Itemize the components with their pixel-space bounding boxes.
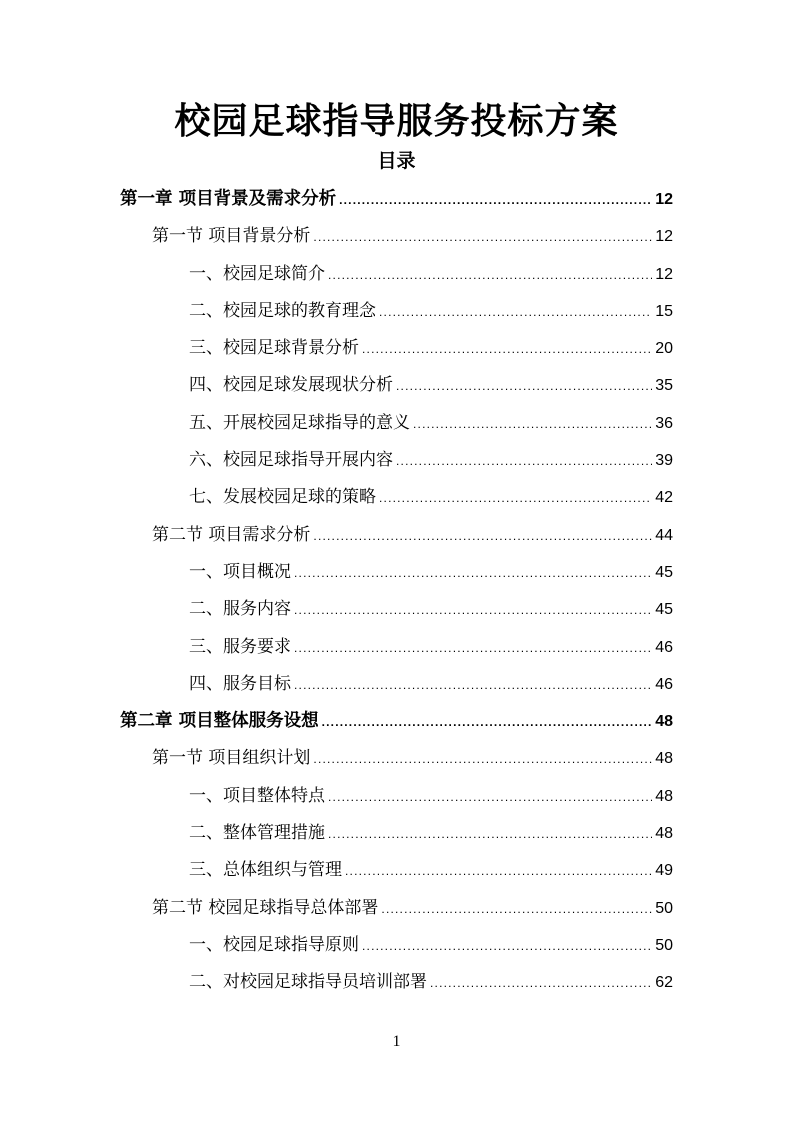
toc-entry-label: 六、校园足球指导开展内容 [189,450,393,471]
dot-leader [362,331,652,368]
toc-entry-section[interactable] [120,890,673,927]
toc-entry-page: 62 [655,974,673,992]
toc-entry-item[interactable] [120,629,673,666]
toc-entry-item[interactable] [120,330,673,367]
toc-entry-page: 48 [655,750,673,768]
dot-leader [313,219,652,256]
toc-entry-label: 第二节 校园足球指导总体部署 [152,897,379,918]
page-number: 1 [392,1033,401,1050]
toc-entry-item[interactable] [120,591,673,628]
toc-entry-section[interactable] [120,740,673,777]
toc-entry-page: 20 [655,340,673,358]
toc-entry-label: 五、开展校园足球指导的意义 [189,412,410,433]
table-of-contents [120,181,673,1002]
dot-leader [294,667,652,704]
toc-entry-item[interactable] [120,256,673,293]
toc-entry-page: 46 [655,675,673,693]
toc-entry-label: 三、服务要求 [189,636,291,657]
dot-leader [313,741,652,778]
toc-entry-label: 一、校园足球简介 [189,263,325,284]
toc-entry-label: 二、整体管理措施 [189,823,325,844]
toc-entry-page: 15 [655,302,673,320]
toc-entry-label: 三、校园足球背景分析 [189,338,359,359]
toc-entry-page: 50 [655,936,673,954]
toc-entry-label: 一、项目整体特点 [189,785,325,806]
dot-leader [430,965,652,1002]
toc-entry-item[interactable] [120,964,673,1001]
document-title: 校园足球指导服务投标方案 [174,101,619,142]
toc-entry-page: 50 [655,899,673,917]
toc-entry-chapter[interactable] [120,703,673,740]
toc-entry-page: 39 [655,452,673,470]
dot-leader [362,928,652,965]
dot-leader [328,779,652,816]
toc-entry-label: 第一节 项目背景分析 [152,226,311,247]
toc-entry-page: 12 [655,265,673,283]
dot-leader [396,368,652,405]
toc-entry-page: 35 [655,377,673,395]
toc-entry-page: 48 [655,825,673,843]
toc-entry-label: 第一节 项目组织计划 [152,748,311,769]
toc-entry-page: 48 [655,713,673,731]
toc-entry-label: 七、发展校园足球的策略 [189,487,376,508]
dot-leader [339,182,652,219]
toc-entry-label: 三、总体组织与管理 [189,860,342,881]
toc-entry-label: 第二章 项目整体服务设想 [120,711,319,732]
toc-entry-label: 二、校园足球的教育理念 [189,300,376,321]
toc-entry-page: 45 [655,563,673,581]
toc-entry-page: 44 [655,526,673,544]
toc-entry-label: 第二节 项目需求分析 [152,524,311,545]
toc-entry-item[interactable] [120,927,673,964]
toc-entry-label: 一、校园足球指导原则 [189,934,359,955]
toc-entry-page: 46 [655,638,673,656]
toc-entry-item[interactable] [120,293,673,330]
dot-leader [413,406,652,443]
toc-entry-page: 49 [655,862,673,880]
toc-entry-chapter[interactable] [120,181,673,218]
toc-entry-item[interactable] [120,852,673,889]
toc-entry-page: 12 [655,228,673,246]
toc-entry-page: 12 [655,191,673,208]
dot-leader [294,592,652,629]
toc-entry-page: 36 [655,414,673,432]
toc-entry-item[interactable] [120,778,673,815]
toc-entry-label: 四、校园足球发展现状分析 [189,375,393,396]
toc-entry-item[interactable] [120,815,673,852]
dot-leader [294,555,652,592]
dot-leader [328,257,652,294]
toc-entry-section[interactable] [120,517,673,554]
dot-leader [313,518,652,555]
dot-leader [379,480,652,517]
toc-heading: 目录 [377,150,416,172]
toc-entry-page: 48 [655,787,673,805]
toc-entry-item[interactable] [120,405,673,442]
dot-leader [294,630,652,667]
dot-leader [345,853,652,890]
toc-entry-page: 45 [655,601,673,619]
toc-entry-item[interactable] [120,367,673,404]
dot-leader [322,704,653,741]
dot-leader [328,816,652,853]
toc-entry-label: 二、服务内容 [189,599,291,620]
dot-leader [379,294,652,331]
toc-entry-section[interactable] [120,218,673,255]
dot-leader [381,891,652,928]
toc-entry-label: 一、项目概况 [189,561,291,582]
toc-entry-label: 四、服务目标 [189,673,291,694]
toc-entry-label: 第一章 项目背景及需求分析 [120,189,337,209]
toc-entry-item[interactable] [120,666,673,703]
toc-entry-label: 二、对校园足球指导员培训部署 [189,972,427,993]
toc-entry-page: 42 [655,489,673,507]
toc-entry-item[interactable] [120,554,673,591]
toc-entry-item[interactable] [120,442,673,479]
dot-leader [396,443,652,480]
toc-entry-item[interactable] [120,479,673,516]
